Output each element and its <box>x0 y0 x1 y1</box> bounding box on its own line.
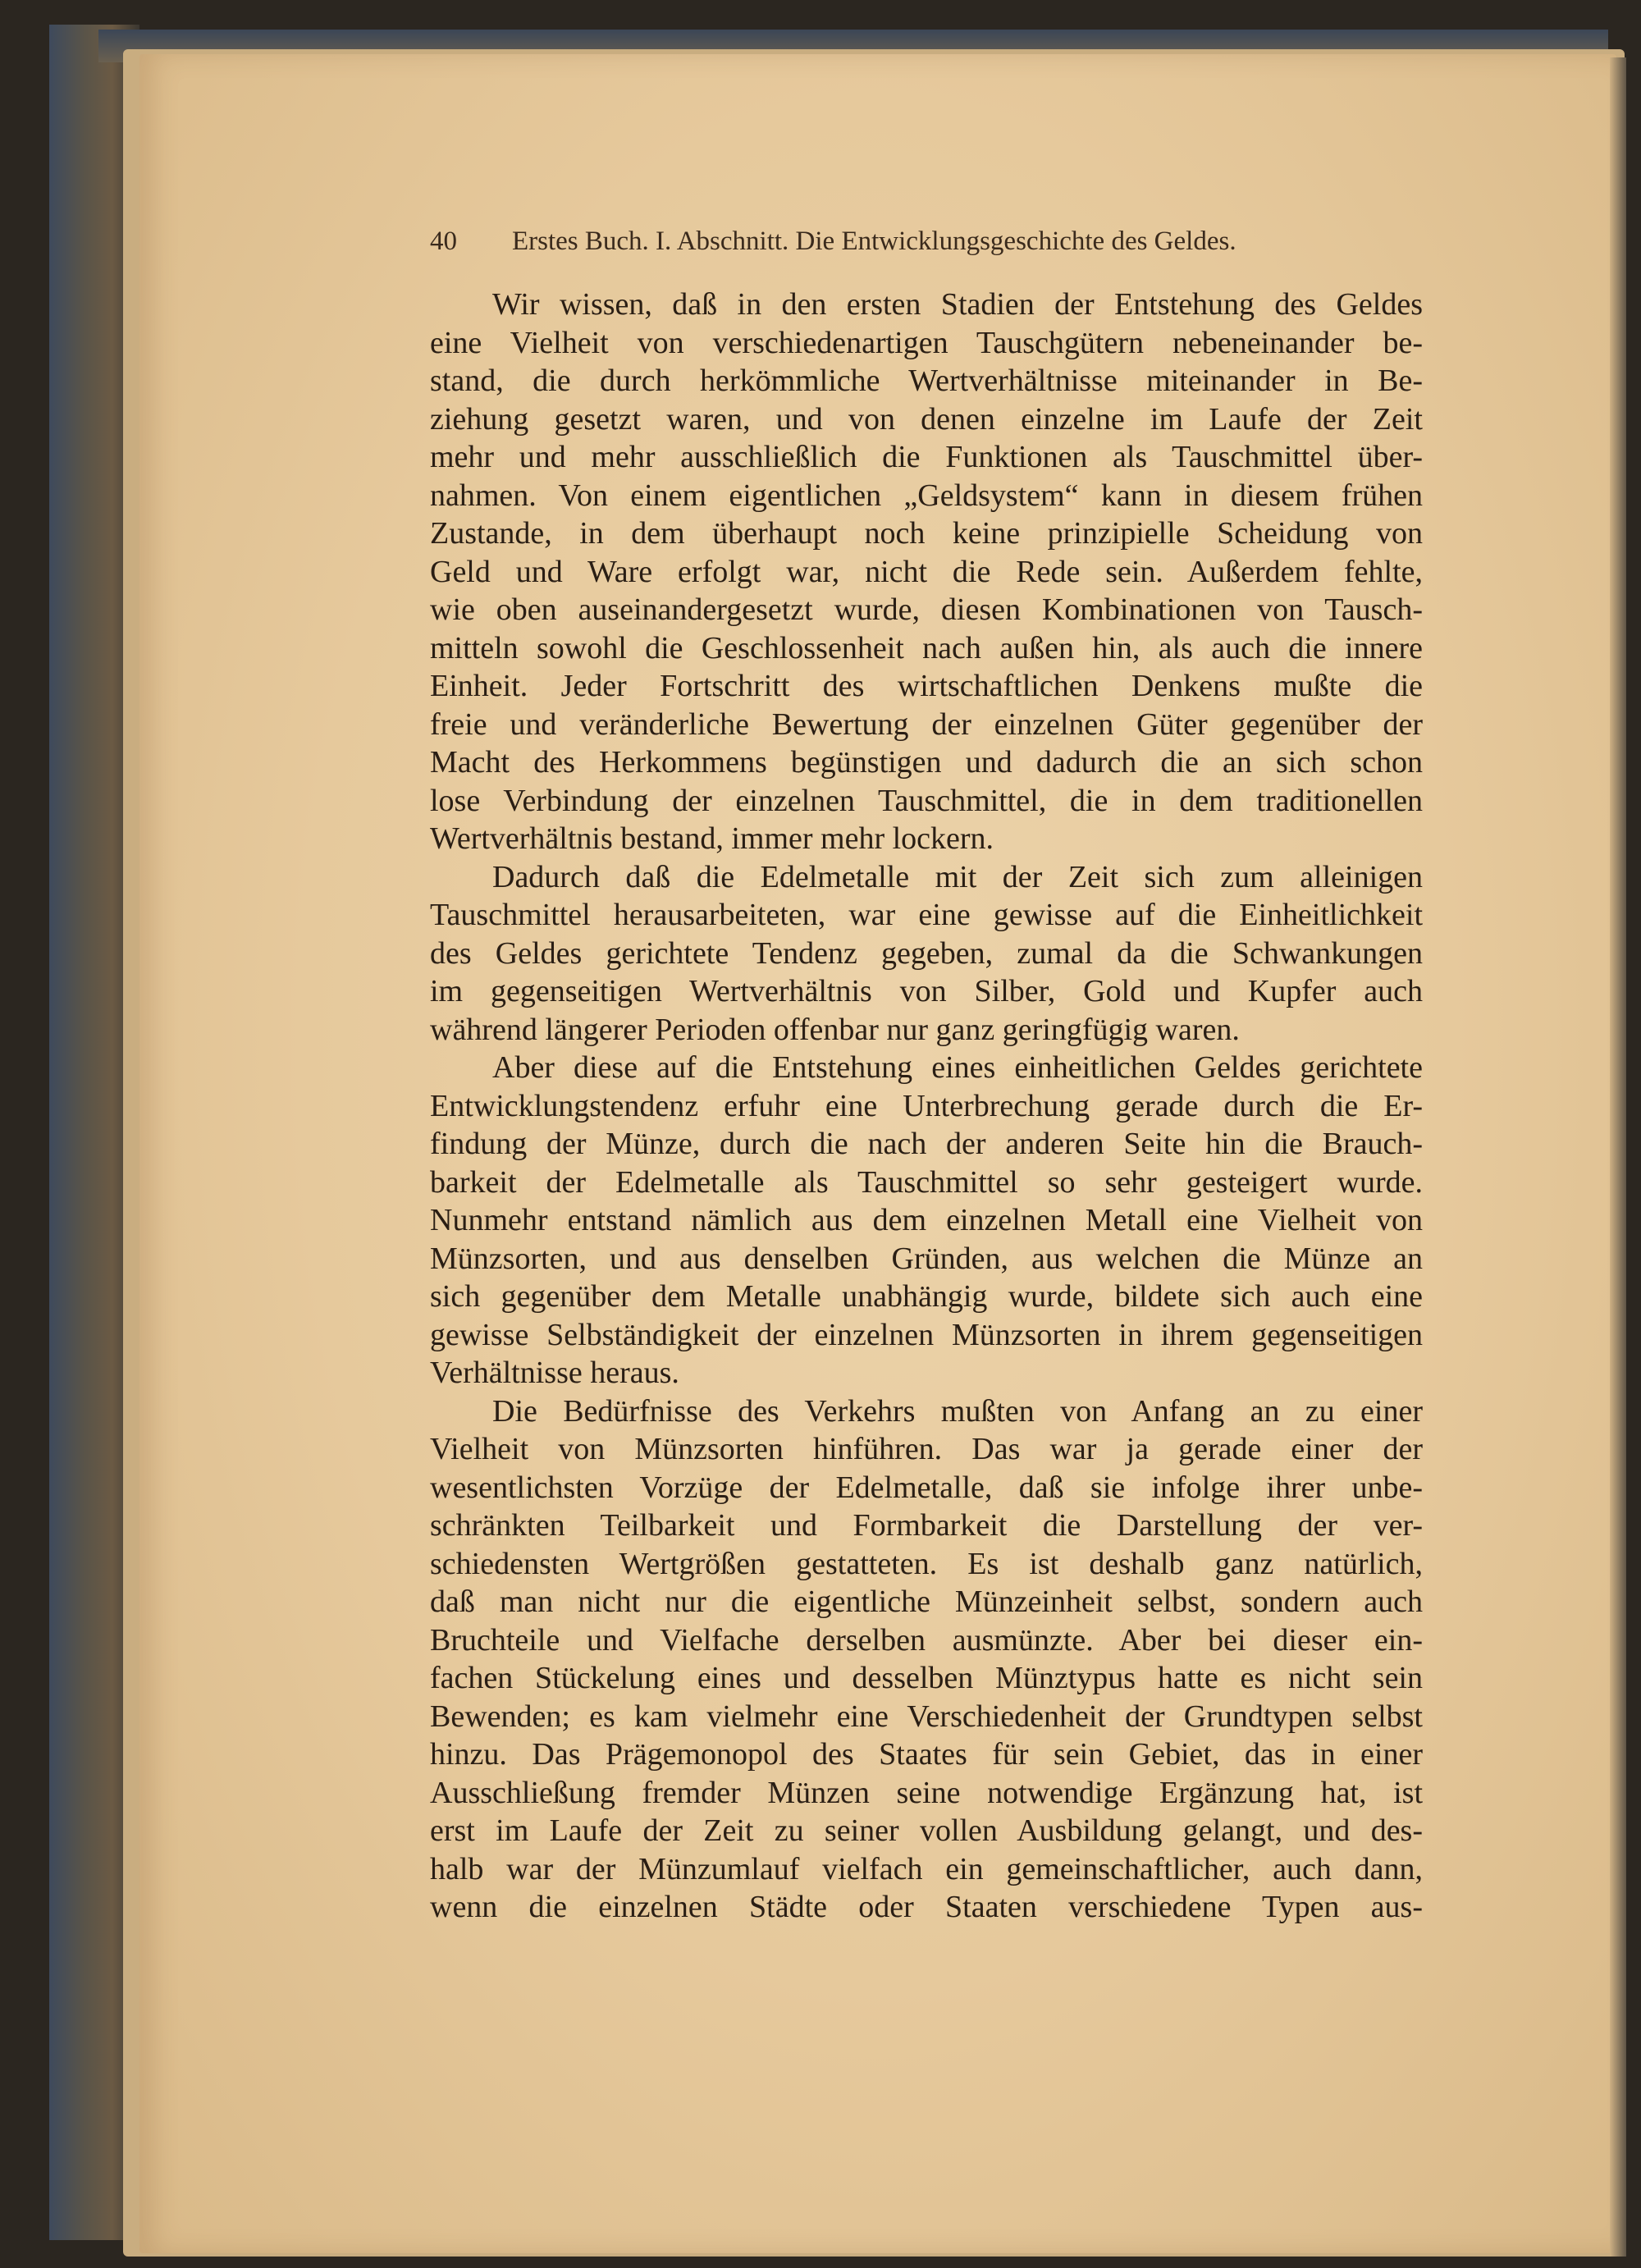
text-line: schiedensten Wertgrößen gestatteten. Es ist deshalb ganz natürlich, <box>430 1546 1423 1581</box>
text-line: Bewenden; es kam vielmehr eine Verschiedenheit der Grundtypen selbst <box>430 1699 1423 1734</box>
text-line: Wertverhältnis bestand, immer mehr lockern. <box>430 821 994 856</box>
text-line: erst im Laufe der Zeit zu seiner vollen Ausbildung gelangt, und des- <box>430 1813 1423 1848</box>
body-text <box>430 286 1423 1927</box>
text-line: Bruchteile und Vielfache derselben ausmünzte. Aber bei dieser ein- <box>430 1622 1423 1658</box>
text-line: mitteln sowohl die Geschlossenheit nach außen hin, als auch die innere <box>430 630 1423 665</box>
text-line: Aber diese auf die Entstehung eines einheitlichen Geldes gerichtete <box>492 1050 1423 1085</box>
text-line: Geld und Ware erfolgt war, nicht die Rede sein. Außerdem fehlte, <box>430 554 1423 589</box>
text-line: Münzsorten, und aus denselben Gründen, aus welchen die Münze an <box>430 1241 1423 1276</box>
running-header <box>430 226 1431 257</box>
text-line: Dadurch daß die Edelmetalle mit der Zeit sich zum alleinigen <box>492 859 1423 894</box>
text-line: des Geldes gerichtete Tendenz gegeben, zumal da die Schwankungen <box>430 935 1423 971</box>
text-line: Die Bedürfnisse des Verkehrs mußten von Anfang an zu einer <box>492 1393 1423 1429</box>
text-line: wenn die einzelnen Städte oder Staaten verschiedene Typen aus- <box>430 1890 1423 1924</box>
text-line: ziehung gesetzt waren, und von denen einzelne im Laufe der Zeit <box>430 401 1423 437</box>
text-line: hinzu. Das Prägemonopol des Staates für sein Gebiet, das in einer <box>430 1737 1423 1772</box>
text-line: Entwicklungstendenz erfuhr eine Unterbrechung gerade durch die Er- <box>430 1088 1423 1123</box>
text-line: freie und veränderliche Bewertung der einzelnen Güter gegenüber der <box>430 706 1423 742</box>
text-line: Zustande, in dem überhaupt noch keine prinzipielle Scheidung von <box>430 516 1423 551</box>
text-line: eine Vielheit von verschiedenartigen Tauschgütern nebeneinander be- <box>430 325 1423 360</box>
text-line: wesentlichsten Vorzüge der Edelmetalle, daß sie infolge ihrer unbe- <box>430 1470 1423 1505</box>
book-gutter <box>1610 57 1626 2257</box>
text-line: schränkten Teilbarkeit und Formbarkeit die Darstellung der ver- <box>430 1508 1423 1543</box>
text-line: Einheit. Jeder Fortschritt des wirtschaftlichen Denkens mußte die <box>430 669 1423 703</box>
text-line: wie oben auseinandergesetzt wurde, diesen Kombinationen von Tausch- <box>430 592 1423 627</box>
text-line: stand, die durch herkömmliche Wertverhältnisse miteinander in Be- <box>430 364 1423 398</box>
text-line: fachen Stückelung eines und desselben Münztypus hatte es nicht sein <box>430 1661 1423 1695</box>
text-line: nahmen. Von einem eigentlichen „Geldsystem“ kann in diesem frühen <box>430 478 1423 513</box>
running-title: Erstes Buch. I. Abschnitt. Die Entwicklungsgeschichte des Geldes. <box>512 226 1236 256</box>
page-number: 40 <box>430 226 457 256</box>
text-line: halb war der Münzumlauf vielfach ein gemeinschaftlicher, auch dann, <box>430 1851 1423 1886</box>
text-line: barkeit der Edelmetalle als Tauschmittel so sehr gesteigert wurde. <box>430 1164 1423 1200</box>
text-line: findung der Münze, durch die nach der anderen Seite hin die Brauch- <box>430 1127 1423 1161</box>
text-line: sich gegenüber dem Metalle unabhängig wurde, bildete sich auch eine <box>430 1279 1423 1314</box>
text-line: im gegenseitigen Wertverhältnis von Silber, Gold und Kupfer auch <box>430 974 1423 1008</box>
text-line: Vielheit von Münzsorten hinführen. Das war ja gerade einer der <box>430 1432 1423 1466</box>
text-line: Macht des Herkommens begünstigen und dadurch die an sich schon <box>430 745 1423 780</box>
text-line: Tauschmittel herausarbeiteten, war eine gewisse auf die Einheitlichkeit <box>430 898 1423 932</box>
text-line: während längerer Perioden offenbar nur ganz geringfügig waren. <box>430 1012 1240 1047</box>
text-line: Wir wissen, daß in den ersten Stadien der Entstehung des Geldes <box>492 287 1423 322</box>
text-line: gewisse Selbständigkeit der einzelnen Münzsorten in ihrem gegenseitigen <box>430 1317 1423 1352</box>
text-line: Nunmehr entstand nämlich aus dem einzelnen Metall eine Vielheit von <box>430 1203 1423 1237</box>
text-line: lose Verbindung der einzelnen Tauschmittel, die in dem traditionellen <box>430 783 1423 818</box>
text-line: Verhältnisse heraus. <box>430 1356 679 1390</box>
text-line: daß man nicht nur die eigentliche Münzeinheit selbst, sondern auch <box>430 1584 1423 1619</box>
text-line: Ausschließung fremder Münzen seine notwendige Ergänzung hat, ist <box>430 1775 1423 1810</box>
text-line: mehr und mehr ausschließlich die Funktionen als Tauschmittel über- <box>430 440 1423 474</box>
